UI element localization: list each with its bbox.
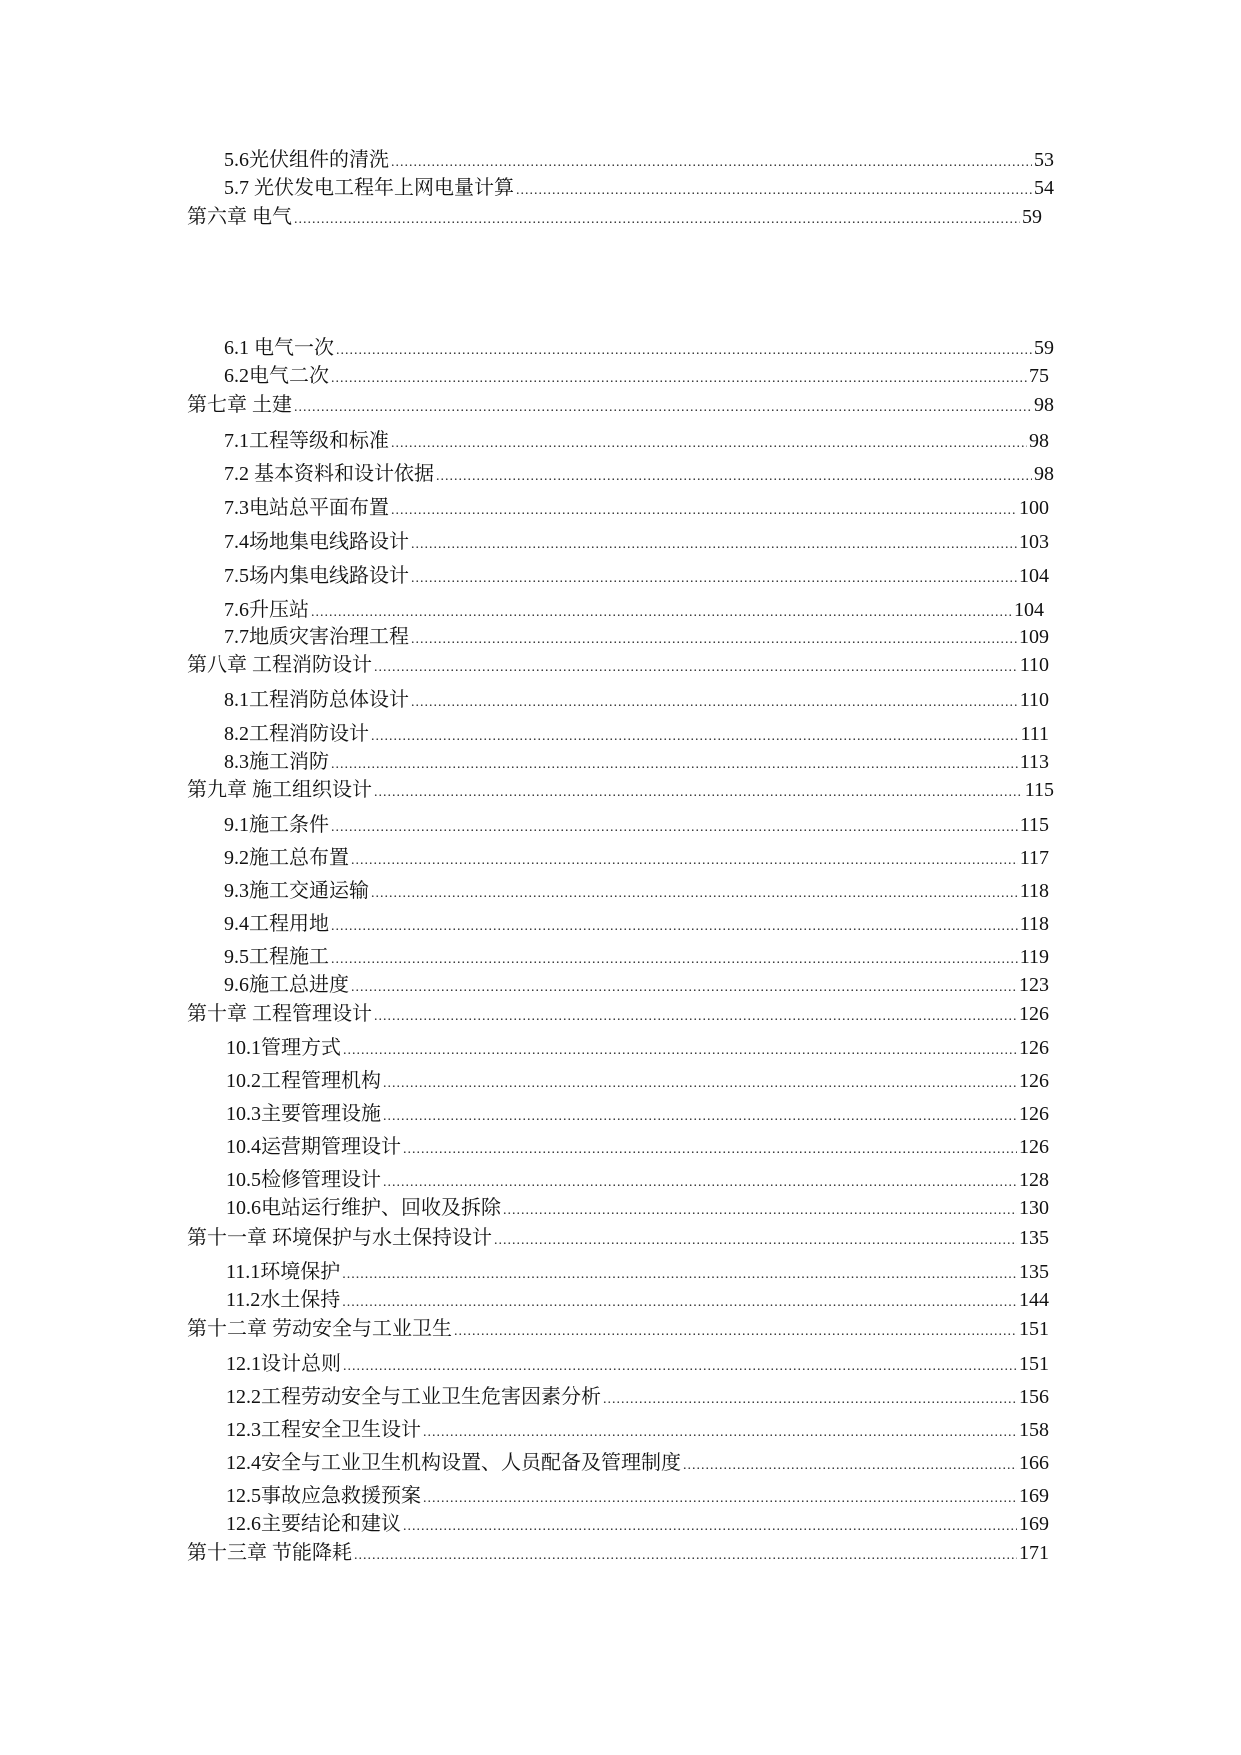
toc-entry-title: 8.3施工消防: [224, 751, 329, 773]
dot-leader: [503, 1199, 1017, 1223]
dot-leader: [383, 1105, 1017, 1129]
dot-leader: [371, 882, 1018, 906]
dot-leader: [391, 151, 1032, 175]
dot-leader: [311, 601, 1012, 625]
toc-entry-page: 104: [1014, 599, 1044, 621]
toc-entry-page: 119: [1019, 946, 1049, 968]
toc-entry-title: 9.1施工条件: [224, 814, 329, 836]
toc-entry-title: 12.3工程安全卫生设计: [226, 1419, 421, 1441]
toc-chapter: [187, 1226, 1049, 1253]
toc-entry-title: 12.6主要结论和建议: [226, 1513, 401, 1535]
toc-entry: [226, 1260, 1049, 1287]
toc-entry-page: 115: [1019, 814, 1049, 836]
toc-entry-title: 11.2水土保持: [226, 1289, 341, 1311]
toc-entry: [224, 429, 1049, 456]
toc-entry: [224, 496, 1049, 523]
toc-entry-page: 59: [1034, 337, 1054, 359]
toc-entry-page: 109: [1019, 626, 1049, 648]
dot-leader: [331, 948, 1018, 972]
dot-leader: [411, 533, 1017, 557]
toc-chapter: [187, 205, 1042, 232]
toc-entry: [226, 1385, 1049, 1412]
toc-entry: [226, 1069, 1049, 1096]
toc-entry: [224, 912, 1049, 939]
toc-entry-title: 7.3电站总平面布置: [224, 497, 389, 519]
toc-chapter-title: 第十章 工程管理设计: [187, 1003, 372, 1025]
dot-leader: [374, 656, 1018, 680]
toc-entry-page: 104: [1019, 565, 1049, 587]
toc-chapter-title: 第八章 工程消防设计: [187, 654, 372, 676]
toc-chapter-title: 第七章 土建: [187, 394, 292, 416]
toc-entry-page: 166: [1019, 1452, 1049, 1474]
toc-chapter-page: 98: [1034, 394, 1054, 416]
dot-leader: [371, 725, 1018, 749]
toc-entry: [224, 364, 1049, 391]
toc-entry-page: 126: [1019, 1037, 1049, 1059]
toc-chapter: [187, 393, 1054, 420]
toc-entry: [226, 1168, 1049, 1195]
toc-entry: [224, 598, 1044, 625]
toc-entry-title: 10.3主要管理设施: [226, 1103, 381, 1125]
dot-leader: [351, 849, 1018, 873]
toc-chapter-title: 第十二章 劳动安全与工业卫生: [187, 1318, 452, 1340]
dot-leader: [331, 816, 1018, 840]
toc-entry: [226, 1451, 1049, 1478]
dot-leader: [342, 1263, 1017, 1287]
toc-entry: [224, 813, 1049, 840]
toc-entry: [226, 1196, 1049, 1223]
toc-entry: [226, 1102, 1049, 1129]
toc-entry-title: 8.2工程消防设计: [224, 723, 369, 745]
toc-entry: [226, 1512, 1049, 1539]
toc-chapter: [187, 1541, 1049, 1568]
toc-entry: [224, 879, 1049, 906]
toc-chapter-title: 第十三章 节能降耗: [187, 1542, 352, 1564]
toc-chapter-page: 135: [1019, 1227, 1049, 1249]
toc-chapter-title: 第九章 施工组织设计: [187, 779, 372, 801]
toc-entry-page: 169: [1019, 1513, 1049, 1535]
toc-entry-title: 12.4安全与工业卫生机构设置、人员配备及管理制度: [226, 1452, 681, 1474]
toc-entry: [224, 846, 1049, 873]
toc-entry-page: 156: [1019, 1386, 1049, 1408]
dot-leader: [383, 1171, 1017, 1195]
toc-entry-page: 53: [1034, 149, 1054, 171]
dot-leader: [336, 339, 1032, 363]
dot-leader: [391, 499, 1017, 523]
toc-entry: [224, 530, 1049, 557]
dot-leader: [423, 1421, 1017, 1445]
toc-entry: [226, 1352, 1049, 1379]
toc-entry-title: 9.3施工交通运输: [224, 880, 369, 902]
toc-entry-title: 9.4工程用地: [224, 913, 329, 935]
toc-entry: [224, 945, 1049, 972]
toc-chapter: [187, 653, 1049, 680]
toc-chapter: [187, 1317, 1049, 1344]
toc-entry-page: 126: [1019, 1103, 1049, 1125]
dot-leader: [391, 432, 1027, 456]
toc-entry-title: 6.1 电气一次: [224, 337, 334, 359]
toc-entry-title: 10.4运营期管理设计: [226, 1136, 401, 1158]
toc-entry: [226, 1036, 1049, 1063]
toc-entry-title: 7.5场内集电线路设计: [224, 565, 409, 587]
toc-entry: [224, 750, 1049, 777]
toc-entry-page: 144: [1019, 1289, 1049, 1311]
dot-leader: [403, 1138, 1017, 1162]
toc-entry: [224, 336, 1054, 363]
dot-leader: [603, 1388, 1017, 1412]
toc-entry-title: 7.1工程等级和标准: [224, 430, 389, 452]
dot-leader: [331, 915, 1018, 939]
toc-entry-page: 113: [1019, 751, 1049, 773]
toc-entry-title: 7.4场地集电线路设计: [224, 531, 409, 553]
toc-entry-page: 118: [1019, 913, 1049, 935]
toc-entry: [226, 1418, 1049, 1445]
dot-leader: [494, 1229, 1017, 1253]
toc-entry-title: 10.2工程管理机构: [226, 1070, 381, 1092]
toc-chapter-page: 151: [1019, 1318, 1049, 1340]
toc-chapter-title: 第六章 电气: [187, 206, 292, 228]
toc-entry-title: 7.7地质灾害治理工程: [224, 626, 409, 648]
dot-leader: [294, 396, 1032, 420]
toc-entry-page: 151: [1019, 1353, 1049, 1375]
toc-chapter-page: 126: [1019, 1003, 1049, 1025]
dot-leader: [454, 1320, 1017, 1344]
toc-entry: [224, 973, 1049, 1000]
toc-entry-page: 54: [1034, 177, 1054, 199]
toc-entry: [224, 462, 1054, 489]
dot-leader: [331, 367, 1027, 391]
toc-entry-page: 126: [1019, 1070, 1049, 1092]
toc-entry-title: 12.2工程劳动安全与工业卫生危害因素分析: [226, 1386, 601, 1408]
toc-entry-title: 7.6升压站: [224, 599, 309, 621]
toc-entry: [226, 1288, 1049, 1315]
toc-entry-page: 118: [1019, 880, 1049, 902]
toc-entry-page: 117: [1019, 847, 1049, 869]
toc-entry-title: 5.7 光伏发电工程年上网电量计算: [224, 177, 514, 199]
toc-entry-page: 158: [1019, 1419, 1049, 1441]
toc-entry: [224, 722, 1049, 749]
toc-chapter-page: 171: [1019, 1542, 1049, 1564]
dot-leader: [383, 1072, 1017, 1096]
toc-entry-page: 135: [1019, 1261, 1049, 1283]
toc-entry-page: 100: [1019, 497, 1049, 519]
toc-entry-page: 123: [1019, 974, 1049, 996]
dot-leader: [294, 208, 1020, 232]
dot-leader: [403, 1515, 1017, 1539]
dot-leader: [342, 1291, 1017, 1315]
toc-entry-title: 11.1环境保护: [226, 1261, 341, 1283]
toc-entry-title: 9.2施工总布置: [224, 847, 349, 869]
toc-entry: [224, 176, 1054, 203]
dot-leader: [351, 976, 1017, 1000]
toc-entry-page: 98: [1029, 430, 1049, 452]
toc-chapter-page: 110: [1019, 654, 1049, 676]
dot-leader: [343, 1039, 1017, 1063]
toc-entry: [226, 1135, 1049, 1162]
toc-chapter-page: 115: [1024, 779, 1054, 801]
toc-entry-page: 128: [1019, 1169, 1049, 1191]
dot-leader: [354, 1544, 1017, 1568]
toc-entry: [224, 625, 1049, 652]
toc-entry-title: 9.5工程施工: [224, 946, 329, 968]
toc-entry-title: 9.6施工总进度: [224, 974, 349, 996]
toc-entry-page: 169: [1019, 1485, 1049, 1507]
toc-entry-page: 98: [1034, 463, 1054, 485]
dot-leader: [436, 465, 1032, 489]
toc-chapter-title: 第十一章 环境保护与水土保持设计: [187, 1227, 492, 1249]
toc-entry-page: 111: [1020, 723, 1049, 745]
toc-entry-title: 10.1管理方式: [226, 1037, 341, 1059]
toc-entry-page: 130: [1019, 1197, 1049, 1219]
toc-chapter: [187, 778, 1054, 805]
toc-entry-title: 5.6光伏组件的清洗: [224, 149, 389, 171]
toc-entry: [224, 148, 1054, 175]
toc-entry-page: 126: [1019, 1136, 1049, 1158]
toc-entry-title: 6.2电气二次: [224, 365, 329, 387]
toc-chapter: [187, 1002, 1049, 1029]
toc-entry-title: 10.6电站运行维护、回收及拆除: [226, 1197, 501, 1219]
dot-leader: [516, 179, 1032, 203]
toc-entry-title: 10.5检修管理设计: [226, 1169, 381, 1191]
toc-entry: [224, 688, 1049, 715]
dot-leader: [683, 1454, 1017, 1478]
toc-chapter-page: 59: [1022, 206, 1042, 228]
toc-entry-title: 12.1设计总则: [226, 1353, 341, 1375]
toc-entry-title: 8.1工程消防总体设计: [224, 689, 409, 711]
toc-entry-page: 75: [1029, 365, 1049, 387]
toc-entry-title: 12.5事故应急救援预案: [226, 1485, 421, 1507]
dot-leader: [411, 628, 1017, 652]
toc-entry-page: 110: [1019, 689, 1049, 711]
dot-leader: [343, 1355, 1017, 1379]
dot-leader: [411, 567, 1017, 591]
dot-leader: [423, 1487, 1017, 1511]
toc-entry-title: 7.2 基本资料和设计依据: [224, 463, 434, 485]
toc-entry-page: 103: [1019, 531, 1049, 553]
dot-leader: [374, 1005, 1017, 1029]
toc-entry: [226, 1484, 1049, 1511]
toc-entry: [224, 564, 1049, 591]
dot-leader: [374, 781, 1023, 805]
dot-leader: [411, 691, 1018, 715]
dot-leader: [331, 753, 1018, 777]
